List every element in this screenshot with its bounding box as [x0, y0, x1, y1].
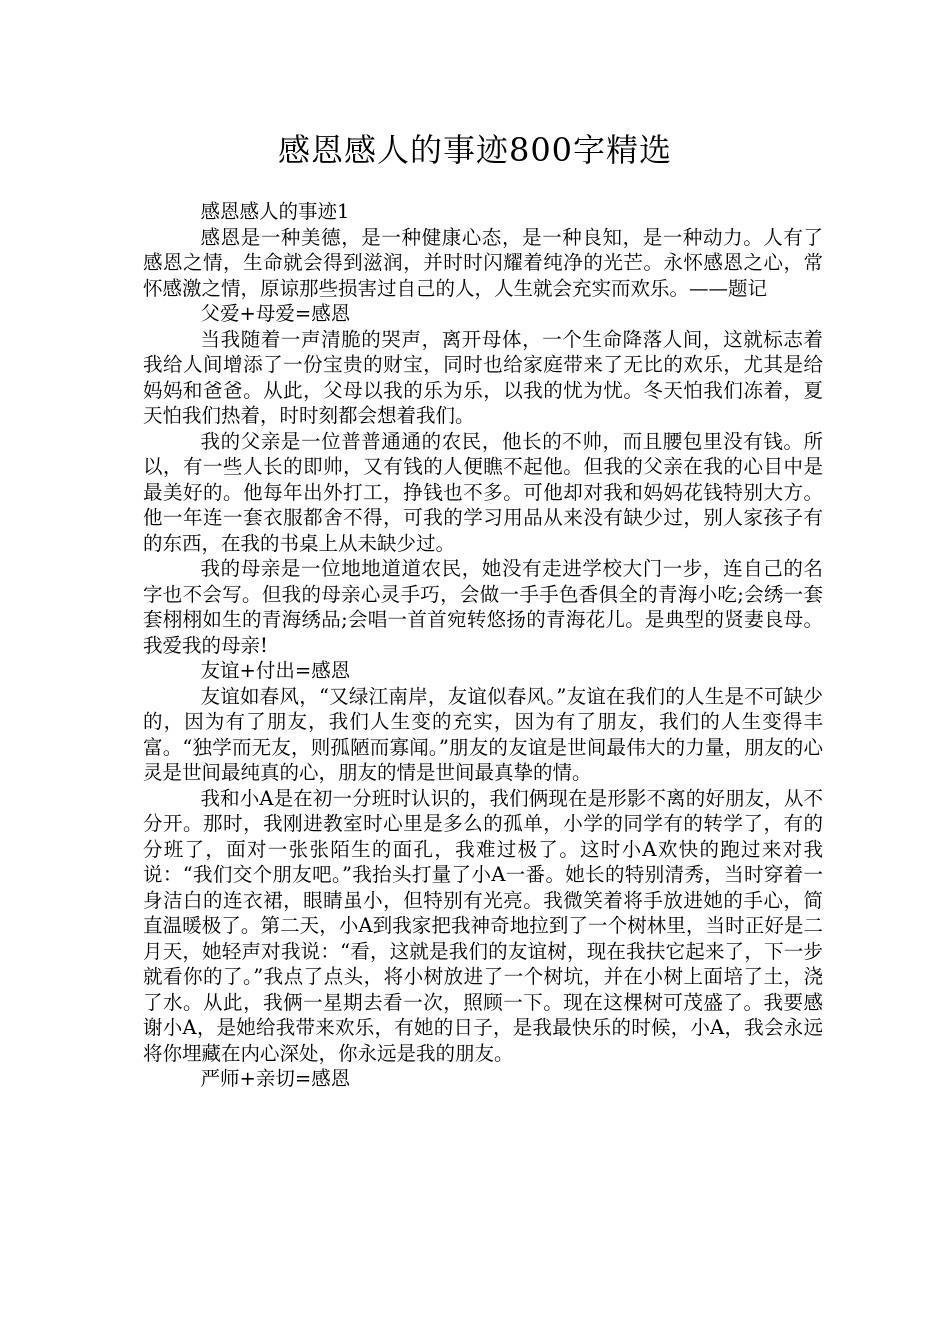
section-heading: 友谊+付出=感恩	[200, 659, 351, 682]
section-heading: 感恩感人的事迹1	[200, 200, 350, 223]
section-heading: 严师+亲切=感恩	[200, 1067, 351, 1090]
body-paragraph: 我的母亲是一位地地道道农民，她没有走进学校大门一步，连自己的名字也不会写。但我的母亲心灵手巧，会做一手手色香俱全的青海小吃;会绣一套套栩栩如生的青海绣品;会唱一首首宛转悠扬的青海花儿。是典型的贤妻良母。我爱我的母亲!	[143, 557, 823, 657]
body-paragraph: 我的父亲是一位普普通通的农民，他长的不帅，而且腰包里没有钱。所以，有一些人长的即帅，又有钱的人便瞧不起他。但我的父亲在我的心目中是最美好的。他每年出外打工，挣钱也不多。可他却对我和妈妈花钱特别大方。他一年连一套衣服都舍不得，可我的学习用品从来没有缺少过，别人家孩子有的东西，在我的书桌上从未缺少过。	[143, 429, 823, 555]
body-paragraph: 我和小A是在初一分班时认识的，我们俩现在是形影不离的好朋友，从不分开。那时，我刚进教室时心里是多么的孤单，小学的同学有的转学了，有的分班了，面对一张张陌生的面孔，我难过极了。这时小A欢快的跑过来对我说：“我们交个朋友吧。”我抬头打量了小A一番。她长的特别清秀，当时穿着一身洁白的连衣裙，眼睛虽小，但特别有光亮。我微笑着将手放进她的手心，简直温暖极了。第二天，小A到我家把我神奇地拉到了一个树林里，当时正好是二月天，她轻声对我说：“看，这就是我们的友谊树，现在我扶它起来了，下一步就看你的了。”我点了点头，将小树放进了一个树坑，并在小树上面培了土，浇了水。从此，我俩一星期去看一次，照顾一下。现在这棵树可茂盛了。我要感谢小A，是她给我带来欢乐，有她的日子，是我最快乐的时候，小A，我会永远将你埋藏在内心深处，你永远是我的朋友。	[143, 786, 823, 1065]
body-paragraph: 感恩是一种美德，是一种健康心态，是一种良知，是一种动力。人有了感恩之情，生命就会得到滋润，并时时闪耀着纯净的光芒。永怀感恩之心，常怀感激之情，原谅那些损害过自己的人，人生就会充实而欢乐。——题记	[143, 225, 823, 300]
document-title: 感恩感人的事迹800字精选	[277, 131, 673, 169]
section-heading: 父爱+母爱=感恩	[200, 302, 351, 325]
body-paragraph: 友谊如春风，“又绿江南岸，友谊似春风。”友谊在我们的人生是不可缺少的，因为有了朋友，我们人生变的充实，因为有了朋友，我们的人生变得丰富。“独学而无友，则孤陋而寡闻。”朋友的友谊是世间最伟大的力量，朋友的心灵是世间最纯真的心，朋友的情是世间最真挚的情。	[143, 684, 823, 784]
document-body	[143, 199, 823, 1092]
body-paragraph: 当我随着一声清脆的哭声，离开母体，一个生命降落人间，这就标志着我给人间增添了一份宝贵的财宝，同时也给家庭带来了无比的欢乐，尤其是给妈妈和爸爸。从此，父母以我的乐为乐，以我的忧为忧。冬天怕我们冻着，夏天怕我们热着，时时刻都会想着我们。	[143, 327, 823, 427]
